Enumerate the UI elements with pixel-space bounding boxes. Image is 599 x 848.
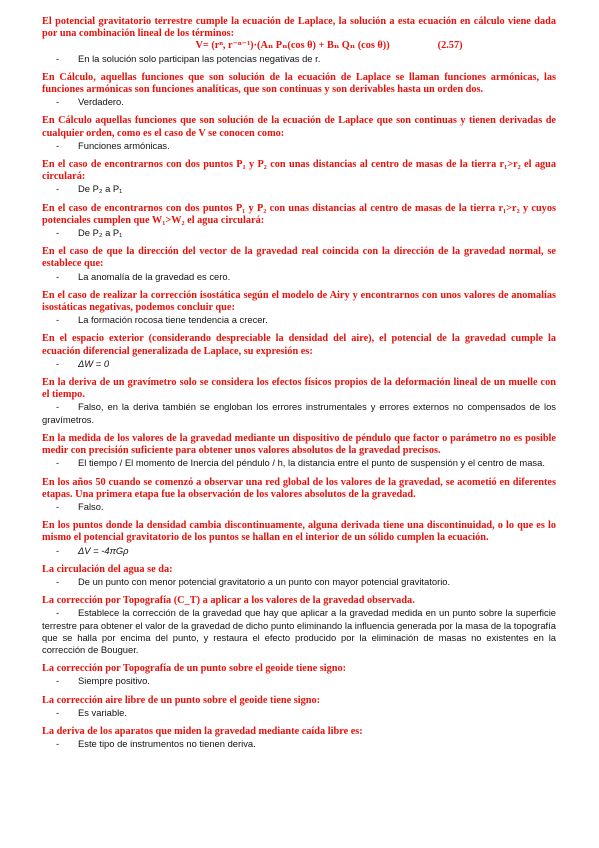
question-text: La corrección por Topografía de un punto sobre el geoide tiene signo: <box>42 663 347 675</box>
question-text: En los años 50 cuando se comenzó a observar una red global de los valores de la gravedad, se acometió en diferentes etapas. Una primera etapa fue la observación de los valores absolutos de la gravedad. <box>42 476 556 500</box>
answer-text: El tiempo / El momento de Inercia del péndulo / h, la distancia entre el punto de suspensión y el centro de masa. <box>78 457 545 469</box>
answer <box>42 576 556 588</box>
question-text: La deriva de los aparatos que miden la gravedad mediante caída libre es: <box>42 725 363 737</box>
answer-text: Funciones armónicas. <box>78 139 170 151</box>
answer-text: Siempre positivo. <box>78 675 150 687</box>
question-text: En Cálculo, aquellas funciones que son solución de la ecuación de Laplace se llaman funciones armónicas, las funciones armónicas son funciones analíticas, que son continuas y son derivables hasta un orden dos. <box>42 71 556 96</box>
bullet-dash: - <box>56 738 60 750</box>
bullet-dash: - <box>56 270 60 282</box>
answer <box>42 707 556 719</box>
bullet-dash: - <box>56 544 60 556</box>
bullet-dash: - <box>56 607 60 619</box>
answer-text: Falso, en la deriva también se engloban los errores instrumentales y errores externos no compensados de los gravímetros. <box>42 401 556 425</box>
bullet-dash: - <box>56 457 60 469</box>
qa-block <box>42 595 556 656</box>
question-text: En los puntos donde la densidad cambia discontinuamente, alguna derivada tiene una discontinuidad, o lo que es lo mismo el potencial gravitatorio de los puntos se hallan en el interior de un sólido cumplen la ecuación. <box>42 520 556 544</box>
answer <box>42 96 556 108</box>
answer-text: La anomalía de la gravedad es cero. <box>78 270 231 282</box>
question-text: La corrección aire libre de un punto sobre el geoide tiene signo: <box>42 694 321 706</box>
bullet-dash: - <box>56 96 60 108</box>
answer-text: Falso. <box>78 500 104 512</box>
answer-text: Este tipo de instrumentos no tienen deriva. <box>78 738 256 750</box>
formula-line <box>42 40 556 52</box>
bullet-dash: - <box>56 575 60 587</box>
answer <box>42 140 556 152</box>
question-text: En Cálculo aquellas funciones que son solución de la ecuación de Laplace que son continuas y tienen derivadas de cualquier orden, como es el caso de V se conocen como: <box>42 115 556 139</box>
question-text: En el caso de encontrarnos con dos puntos P₁ y P₂ con unas distancias al centro de masas de la tierra r₁>r₂ y cuyos potenciales cumplen que W₁>W₂ el agua circulará: <box>42 202 556 226</box>
answer <box>42 457 556 469</box>
bullet-dash: - <box>56 500 60 512</box>
bullet-dash: - <box>56 357 60 369</box>
qa-block <box>42 726 556 750</box>
qa-block <box>42 564 556 588</box>
qa-block <box>42 695 556 719</box>
question-text: La circulación del agua se da: <box>42 563 173 575</box>
bullet-dash: - <box>56 706 60 718</box>
qa-block <box>42 159 556 196</box>
question-text: En la deriva de un gravímetro solo se considera los efectos físicos propios de la deformación lineal de un muelle con el tiempo. <box>42 377 556 401</box>
answer <box>42 607 556 656</box>
answer-text: De P₂ a P₁ <box>78 183 123 195</box>
question-text: En el caso de realizar la corrección isostática según el modelo de Airy y encontrarnos con unos valores de anomalías isostáticas negativas, podemos concluir que: <box>42 289 556 314</box>
qa-block <box>42 663 556 687</box>
answer-text: Establece la corrección de la gravedad que hay que aplicar a la gravedad medida en un punto sobre la superficie terrestre para obtener el valor de la gravedad de dicho punto eliminando la influencia generada por la masa de la topografía que se halla por encima del punto, y restaura el efecto producido por la eliminación de masas no existentes en la corrección de Bouguer. <box>42 607 556 655</box>
equation-number: (2.57) <box>437 40 463 52</box>
bullet-dash: - <box>56 52 60 64</box>
answer <box>42 227 556 239</box>
qa-block <box>42 246 556 283</box>
answer <box>42 401 556 425</box>
answer-text: Es variable. <box>78 706 127 718</box>
formula: V= (rⁿ, r⁻ⁿ⁻¹)·(Aₙ Pₙ(cos θ) + Bₙ Qₙ (cos θ)) <box>195 40 390 52</box>
answer <box>42 501 556 513</box>
qa-block <box>42 477 556 514</box>
bullet-dash: - <box>56 401 60 413</box>
answer <box>42 314 556 326</box>
answer <box>42 53 556 65</box>
answer <box>42 738 556 750</box>
answer-text: De P₂ a P₁ <box>78 227 123 239</box>
qa-block <box>42 16 556 65</box>
answer <box>42 675 556 687</box>
qa-block <box>42 290 556 327</box>
answer-text: Verdadero. <box>78 96 124 108</box>
qa-block <box>42 520 556 557</box>
qa-block <box>42 115 556 152</box>
answer <box>42 183 556 195</box>
bullet-dash: - <box>56 675 60 687</box>
bullet-dash: - <box>56 183 60 195</box>
question-text: En el espacio exterior (considerando despreciable la densidad del aire), el potencial de la gravedad cumple la ecuación diferencial generalizada de Laplace, su expresión es: <box>42 333 556 357</box>
bullet-dash: - <box>56 314 60 326</box>
qa-block <box>42 203 556 240</box>
qa-block <box>42 72 556 109</box>
question-text: En el caso de encontrarnos con dos puntos P₁ y P₂ con unas distancias al centro de masas de la tierra r₁>r₂ el agua circulará: <box>42 159 556 183</box>
answer <box>42 271 556 283</box>
answer-text: De un punto con menor potencial gravitatorio a un punto con mayor potencial gravitatorio. <box>78 575 451 587</box>
answer-text: La formación rocosa tiene tendencia a crecer. <box>78 314 268 326</box>
qa-block <box>42 433 556 470</box>
question-text: En la medida de los valores de la gravedad mediante un dispositivo de péndulo que factor o parámetro no es posible medir con precisión suficiente para obtener unos valores absolutos de la gravedad precisos. <box>42 432 556 457</box>
question-text: La corrección por Topografía (C_T) a aplicar a los valores de la gravedad observada. <box>42 595 415 607</box>
answer-text: ΔV = -4πGρ <box>78 544 129 556</box>
answer-text: En la solución solo participan las potencias negativas de r. <box>78 52 321 64</box>
bullet-dash: - <box>56 227 60 239</box>
question-text: El potencial gravitatorio terrestre cumple la ecuación de Laplace, la solución a esta ecuación en cálculo viene dada por una combinación lineal de los términos: <box>42 16 556 40</box>
answer <box>42 545 556 557</box>
answer <box>42 358 556 370</box>
qa-block <box>42 333 556 370</box>
answer-text: ΔW = 0 <box>78 357 110 369</box>
bullet-dash: - <box>56 139 60 151</box>
qa-block <box>42 377 556 426</box>
question-text: En el caso de que la dirección del vector de la gravedad real coincida con la dirección de la gravedad normal, se establece que: <box>42 246 556 270</box>
document-page <box>42 16 556 757</box>
